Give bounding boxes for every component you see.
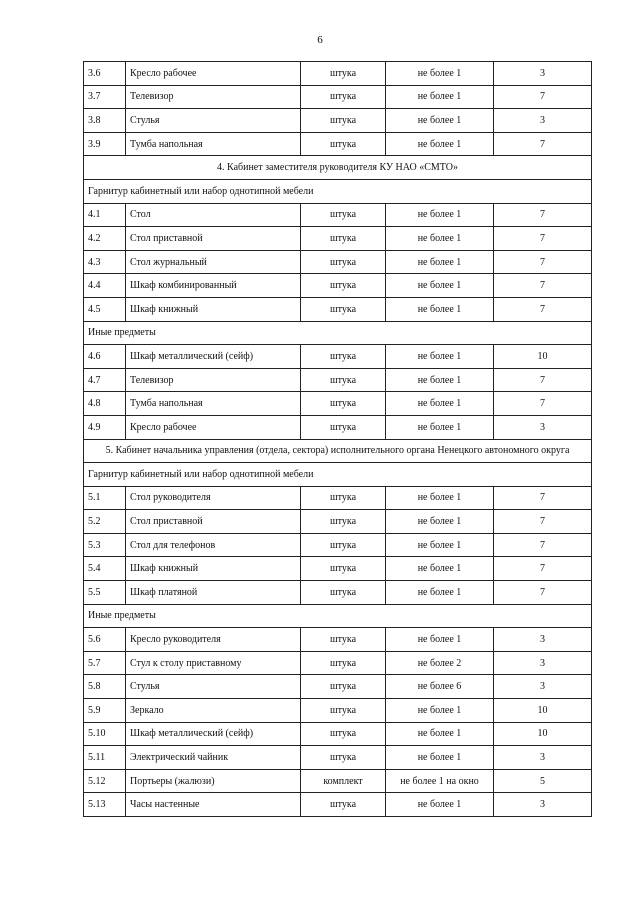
- group-subheading: Гарнитур кабинетный или набор однотипной мебели: [84, 179, 592, 203]
- item-unit: штука: [301, 533, 386, 557]
- item-number: 4.6: [84, 345, 126, 369]
- item-service-life: 7: [494, 274, 592, 298]
- item-service-life: 7: [494, 557, 592, 581]
- item-name: Шкаф платяной: [126, 581, 301, 605]
- item-number: 3.6: [84, 62, 126, 86]
- table-row: [84, 581, 592, 605]
- table-row: [84, 557, 592, 581]
- item-name: Шкаф комбинированный: [126, 274, 301, 298]
- item-unit: штука: [301, 628, 386, 652]
- item-service-life: 3: [494, 746, 592, 770]
- item-number: 5.2: [84, 510, 126, 534]
- item-name: Шкаф металлический (сейф): [126, 722, 301, 746]
- section-heading: 5. Кабинет начальника управления (отдела, сектора) исполнительного органа Ненецкого автономного округа: [84, 439, 592, 463]
- item-number: 5.5: [84, 581, 126, 605]
- item-quantity-limit: не более 1: [386, 722, 494, 746]
- item-unit: штука: [301, 62, 386, 86]
- item-name: Часы настенные: [126, 793, 301, 817]
- table-row: [84, 793, 592, 817]
- item-number: 5.7: [84, 651, 126, 675]
- item-quantity-limit: не более 1: [386, 699, 494, 723]
- item-number: 3.8: [84, 109, 126, 133]
- item-number: 4.4: [84, 274, 126, 298]
- item-unit: штука: [301, 250, 386, 274]
- table-row: [84, 109, 592, 133]
- table-row: [84, 227, 592, 251]
- item-number: 4.1: [84, 203, 126, 227]
- table-row: [84, 651, 592, 675]
- item-name: Телевизор: [126, 85, 301, 109]
- table-row: [84, 675, 592, 699]
- furniture-norms-table: [83, 61, 592, 817]
- item-unit: штука: [301, 392, 386, 416]
- item-unit: штука: [301, 793, 386, 817]
- item-service-life: 3: [494, 675, 592, 699]
- item-quantity-limit: не более 1: [386, 345, 494, 369]
- item-service-life: 5: [494, 769, 592, 793]
- item-quantity-limit: не более 1: [386, 793, 494, 817]
- item-quantity-limit: не более 1: [386, 203, 494, 227]
- table-row: [84, 368, 592, 392]
- item-service-life: 10: [494, 722, 592, 746]
- item-number: 5.10: [84, 722, 126, 746]
- item-quantity-limit: не более 1: [386, 392, 494, 416]
- group-subheading: Иные предметы: [84, 321, 592, 345]
- item-number: 5.6: [84, 628, 126, 652]
- item-number: 5.4: [84, 557, 126, 581]
- table-row: [84, 85, 592, 109]
- table-body: [84, 62, 592, 817]
- item-service-life: 10: [494, 699, 592, 723]
- group-subheading: Иные предметы: [84, 604, 592, 628]
- item-service-life: 3: [494, 62, 592, 86]
- item-name: Стол журнальный: [126, 250, 301, 274]
- section-heading-row: [84, 156, 592, 180]
- item-name: Шкаф металлический (сейф): [126, 345, 301, 369]
- item-name: Тумба напольная: [126, 132, 301, 156]
- item-unit: штука: [301, 274, 386, 298]
- item-unit: штука: [301, 85, 386, 109]
- item-number: 4.2: [84, 227, 126, 251]
- item-number: 4.3: [84, 250, 126, 274]
- item-name: Портьеры (жалюзи): [126, 769, 301, 793]
- item-unit: комплект: [301, 769, 386, 793]
- item-name: Шкаф книжный: [126, 297, 301, 321]
- item-name: Кресло руководителя: [126, 628, 301, 652]
- item-service-life: 7: [494, 250, 592, 274]
- item-unit: штука: [301, 345, 386, 369]
- item-unit: штука: [301, 368, 386, 392]
- table-row: [84, 769, 592, 793]
- item-quantity-limit: не более 1: [386, 746, 494, 770]
- item-number: 5.11: [84, 746, 126, 770]
- table-row: [84, 203, 592, 227]
- table-row: [84, 533, 592, 557]
- table-row: [84, 415, 592, 439]
- subheading-row: [84, 179, 592, 203]
- item-name: Стол для телефонов: [126, 533, 301, 557]
- subheading-row: [84, 321, 592, 345]
- item-name: Стол приставной: [126, 510, 301, 534]
- item-service-life: 3: [494, 793, 592, 817]
- item-service-life: 3: [494, 415, 592, 439]
- item-name: Стулья: [126, 675, 301, 699]
- item-name: Шкаф книжный: [126, 557, 301, 581]
- item-quantity-limit: не более 1 на окно: [386, 769, 494, 793]
- item-name: Стул к столу приставному: [126, 651, 301, 675]
- item-name: Электрический чайник: [126, 746, 301, 770]
- item-unit: штука: [301, 109, 386, 133]
- item-service-life: 7: [494, 486, 592, 510]
- section-heading: 4. Кабинет заместителя руководителя КУ НАО «СМТО»: [84, 156, 592, 180]
- table-row: [84, 132, 592, 156]
- group-subheading: Гарнитур кабинетный или набор однотипной мебели: [84, 463, 592, 487]
- table-row: [84, 510, 592, 534]
- item-unit: штука: [301, 132, 386, 156]
- item-number: 5.13: [84, 793, 126, 817]
- item-quantity-limit: не более 1: [386, 132, 494, 156]
- item-quantity-limit: не более 1: [386, 274, 494, 298]
- item-quantity-limit: не более 1: [386, 227, 494, 251]
- item-unit: штука: [301, 722, 386, 746]
- item-service-life: 3: [494, 628, 592, 652]
- item-service-life: 3: [494, 109, 592, 133]
- item-service-life: 3: [494, 651, 592, 675]
- item-unit: штука: [301, 415, 386, 439]
- item-service-life: 7: [494, 85, 592, 109]
- page-number: 6: [317, 34, 323, 46]
- item-quantity-limit: не более 1: [386, 557, 494, 581]
- item-quantity-limit: не более 1: [386, 250, 494, 274]
- item-name: Стол руководителя: [126, 486, 301, 510]
- item-service-life: 7: [494, 132, 592, 156]
- item-number: 5.1: [84, 486, 126, 510]
- item-quantity-limit: не более 6: [386, 675, 494, 699]
- item-service-life: 7: [494, 368, 592, 392]
- item-number: 3.7: [84, 85, 126, 109]
- item-service-life: 7: [494, 392, 592, 416]
- item-name: Стол: [126, 203, 301, 227]
- item-service-life: 7: [494, 533, 592, 557]
- table-row: [84, 250, 592, 274]
- item-service-life: 7: [494, 227, 592, 251]
- item-name: Зеркало: [126, 699, 301, 723]
- item-quantity-limit: не более 1: [386, 533, 494, 557]
- item-name: Стулья: [126, 109, 301, 133]
- item-quantity-limit: не более 1: [386, 297, 494, 321]
- item-quantity-limit: не более 2: [386, 651, 494, 675]
- table-row: [84, 62, 592, 86]
- item-number: 4.9: [84, 415, 126, 439]
- item-unit: штука: [301, 746, 386, 770]
- item-quantity-limit: не более 1: [386, 62, 494, 86]
- item-quantity-limit: не более 1: [386, 368, 494, 392]
- item-unit: штука: [301, 557, 386, 581]
- item-quantity-limit: не более 1: [386, 85, 494, 109]
- item-service-life: 7: [494, 297, 592, 321]
- item-unit: штука: [301, 486, 386, 510]
- item-number: 4.5: [84, 297, 126, 321]
- item-unit: штука: [301, 227, 386, 251]
- item-name: Телевизор: [126, 368, 301, 392]
- item-unit: штука: [301, 297, 386, 321]
- item-number: 5.12: [84, 769, 126, 793]
- table-row: [84, 486, 592, 510]
- table-row: [84, 297, 592, 321]
- item-quantity-limit: не более 1: [386, 109, 494, 133]
- item-unit: штука: [301, 581, 386, 605]
- item-quantity-limit: не более 1: [386, 628, 494, 652]
- item-number: 3.9: [84, 132, 126, 156]
- item-service-life: 10: [494, 345, 592, 369]
- item-name: Тумба напольная: [126, 392, 301, 416]
- item-name: Кресло рабочее: [126, 62, 301, 86]
- item-unit: штука: [301, 203, 386, 227]
- table-row: [84, 345, 592, 369]
- table-row: [84, 722, 592, 746]
- item-service-life: 7: [494, 510, 592, 534]
- item-number: 4.8: [84, 392, 126, 416]
- subheading-row: [84, 463, 592, 487]
- item-number: 5.9: [84, 699, 126, 723]
- item-service-life: 7: [494, 203, 592, 227]
- section-heading-row: [84, 439, 592, 463]
- item-name: Кресло рабочее: [126, 415, 301, 439]
- item-number: 4.7: [84, 368, 126, 392]
- subheading-row: [84, 604, 592, 628]
- item-quantity-limit: не более 1: [386, 581, 494, 605]
- table-row: [84, 274, 592, 298]
- item-unit: штука: [301, 675, 386, 699]
- item-number: 5.3: [84, 533, 126, 557]
- table-row: [84, 746, 592, 770]
- item-quantity-limit: не более 1: [386, 510, 494, 534]
- item-quantity-limit: не более 1: [386, 486, 494, 510]
- table-row: [84, 392, 592, 416]
- item-unit: штука: [301, 699, 386, 723]
- table-row: [84, 628, 592, 652]
- item-quantity-limit: не более 1: [386, 415, 494, 439]
- item-name: Стол приставной: [126, 227, 301, 251]
- item-unit: штука: [301, 651, 386, 675]
- item-number: 5.8: [84, 675, 126, 699]
- item-service-life: 7: [494, 581, 592, 605]
- table-row: [84, 699, 592, 723]
- item-unit: штука: [301, 510, 386, 534]
